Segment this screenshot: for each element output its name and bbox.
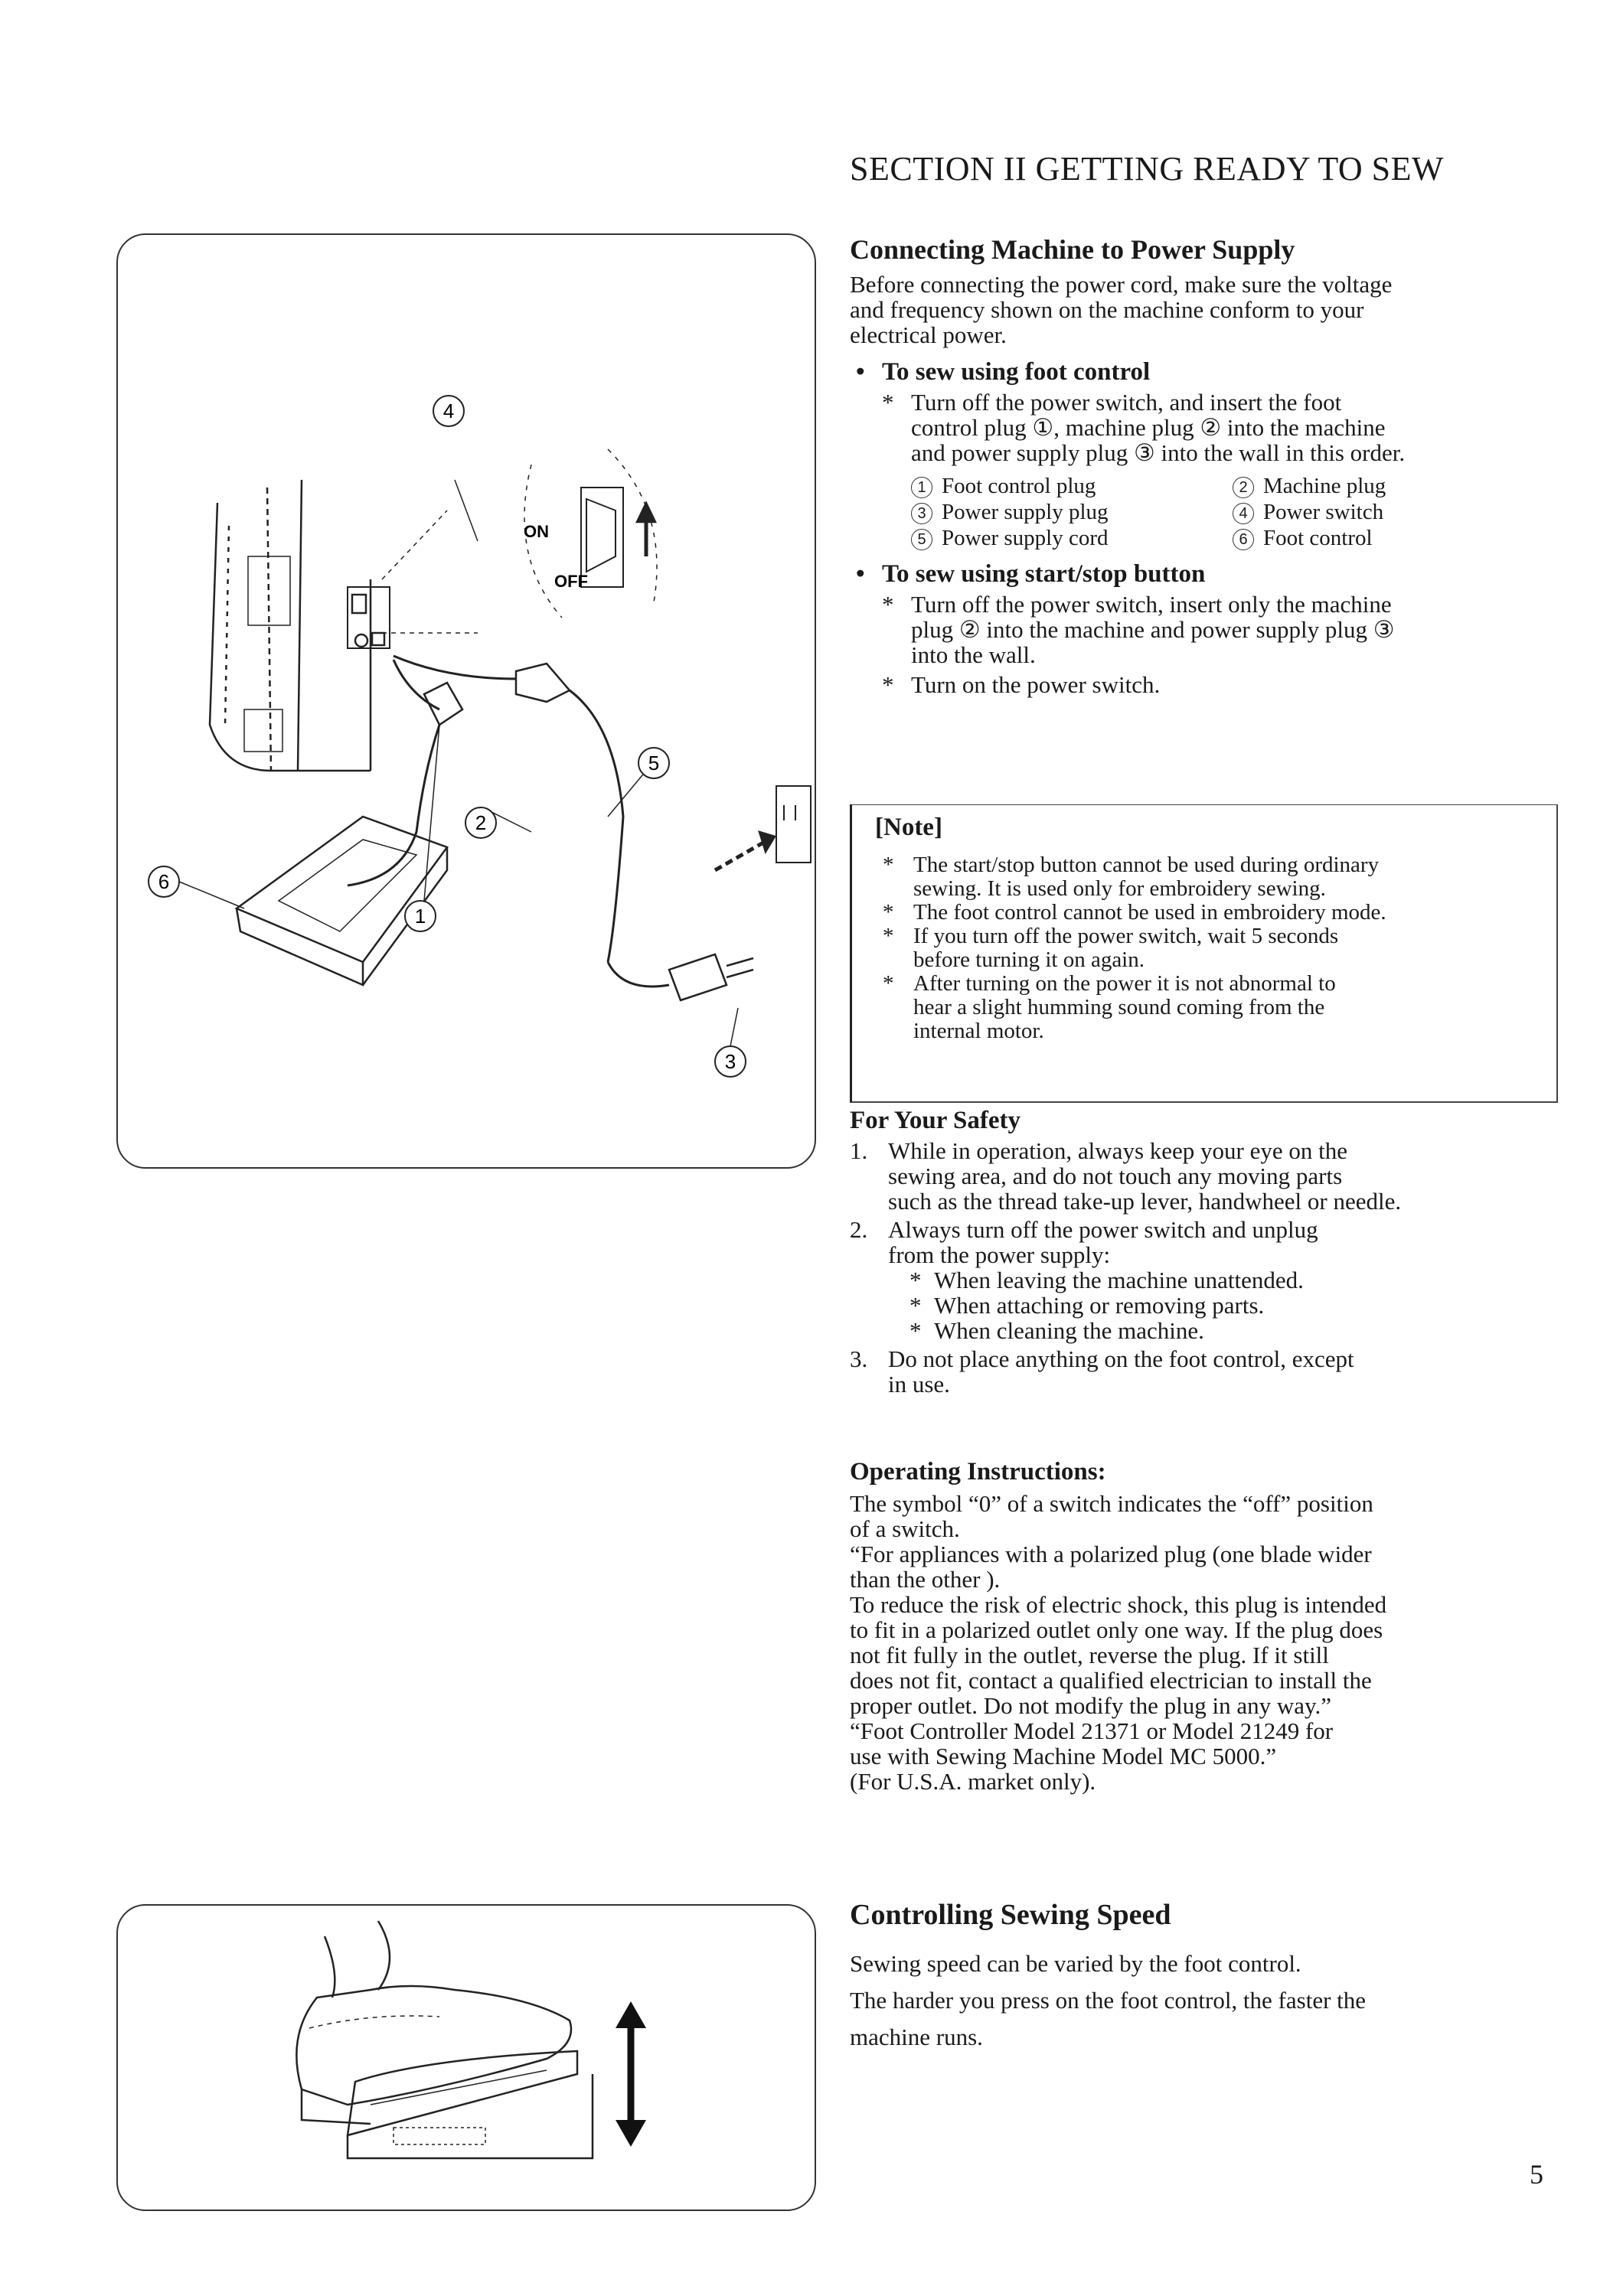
operating-line: does not fit, contact a qualified electrician to install the [850, 1667, 1372, 1694]
safety-item: 2. Always turn off the power switch and unplug from the power supply: [850, 1216, 1318, 1268]
section-title: SECTION II GETTING READY TO SEW [850, 150, 1445, 188]
operating-line: not fit fully in the outlet, reverse the plug. If it still [850, 1642, 1329, 1668]
power-intro-line: Before connecting the power cord, make sure the voltage [850, 271, 1393, 298]
speed-section [850, 1898, 1546, 2056]
part-item: 2 Machine plug [1233, 473, 1554, 499]
operating-line: to fit in a polarized outlet only one way. If the plug does [850, 1616, 1383, 1643]
startstop-instruction: * Turn on the power switch. [882, 671, 1161, 698]
operating-line: use with Sewing Machine Model MC 5000.” [850, 1743, 1277, 1769]
operating-heading: Operating Instructions: [850, 1458, 1106, 1486]
foot-speed-figure [116, 1904, 816, 2211]
operating-line: “Foot Controller Model 21371 or Model 21249 for [850, 1717, 1334, 1744]
switch-off-label: OFF [554, 572, 588, 591]
part-item: 4 Power switch [1233, 499, 1554, 525]
part-item: 1 Foot control plug [911, 473, 1233, 499]
callout-2: 2 [475, 811, 487, 834]
note-item: * After turning on the power it is not abnormal to hear a slight humming sound coming from the internal motor. [883, 971, 1336, 1043]
foot-pedal-illustration [118, 1906, 815, 2210]
callout-1: 1 [414, 905, 426, 928]
page-number: 5 [1530, 2159, 1543, 2190]
part-item: 5 Power supply cord [911, 525, 1233, 551]
note-heading: [Note] [875, 814, 942, 841]
speed-line: machine runs. [850, 2024, 983, 2050]
safety-item: 1. While in operation, always keep your eye on the sewing area, and do not touch any moving parts such as the thread take-up lever, handwheel or needle. [850, 1137, 1402, 1215]
startstop-instruction: * Turn off the power switch, insert only the machine plug ② into the machine and power supply plug ③ into the wall. [882, 591, 1395, 668]
callout-4: 4 [442, 400, 455, 422]
operating-line: than the other ). [850, 1566, 1001, 1593]
safety-subitem: * When cleaning the machine. [909, 1317, 1204, 1344]
callout-5: 5 [648, 752, 660, 775]
safety-subitem: * When attaching or removing parts. [909, 1292, 1265, 1319]
part-item: 3 Power supply plug [911, 499, 1233, 525]
switch-on-label: ON [524, 522, 549, 541]
power-intro-line: electrical power. [850, 321, 1007, 348]
power-connection-figure [116, 233, 816, 1169]
callout-3: 3 [724, 1050, 736, 1073]
power-heading: Connecting Machine to Power Supply [850, 234, 1295, 265]
safety-item: 3. Do not place anything on the foot control, except in use. [850, 1345, 1354, 1397]
speed-heading: Controlling Sewing Speed [850, 1899, 1171, 1931]
power-intro-line: and frequency shown on the machine conform to your [850, 296, 1364, 323]
safety-section [850, 1107, 1546, 1397]
callout-6: 6 [158, 870, 170, 893]
startstop-heading: • To sew using start/stop button [856, 560, 1206, 588]
foot-control-heading: • To sew using foot control [856, 358, 1151, 386]
operating-line: “For appliances with a polarized plug (one blade wider [850, 1541, 1372, 1567]
safety-subitem: * When leaving the machine unattended. [909, 1267, 1304, 1293]
note-item: * The start/stop button cannot be used during ordinary sewing. It is used only for embroidery sewing. [883, 853, 1380, 901]
operating-line: The symbol “0” of a switch indicates the “off” position [850, 1490, 1373, 1517]
up-down-arrow-icon [616, 2001, 646, 2147]
operating-line: To reduce the risk of electric shock, this plug is intended [850, 1591, 1387, 1618]
speed-line: The harder you press on the foot control, the faster the [850, 1987, 1367, 2014]
note-item: * If you turn off the power switch, wait 5 seconds before turning it on again. [883, 924, 1339, 972]
foot-control-instruction: * Turn off the power switch, and insert the foot control plug ①, machine plug ② into the machine and power supply plug ③ into the wall in this order. [882, 389, 1406, 466]
safety-heading: For Your Safety [850, 1107, 1021, 1134]
note-box [850, 804, 1558, 1103]
speed-line: Sewing speed can be varied by the foot control. [850, 1950, 1301, 1977]
part-item: 6 Foot control [1233, 525, 1554, 551]
note-item: * The foot control cannot be used in embroidery mode. [883, 900, 1386, 925]
operating-line: of a switch. [850, 1515, 960, 1542]
parts-legend [911, 473, 1546, 551]
power-supply-section [850, 233, 1546, 697]
power-connection-illustration [118, 235, 815, 1167]
operating-line: (For U.S.A. market only). [850, 1768, 1096, 1795]
operating-section [850, 1458, 1546, 1794]
operating-line: proper outlet. Do not modify the plug in any way.” [850, 1692, 1332, 1719]
